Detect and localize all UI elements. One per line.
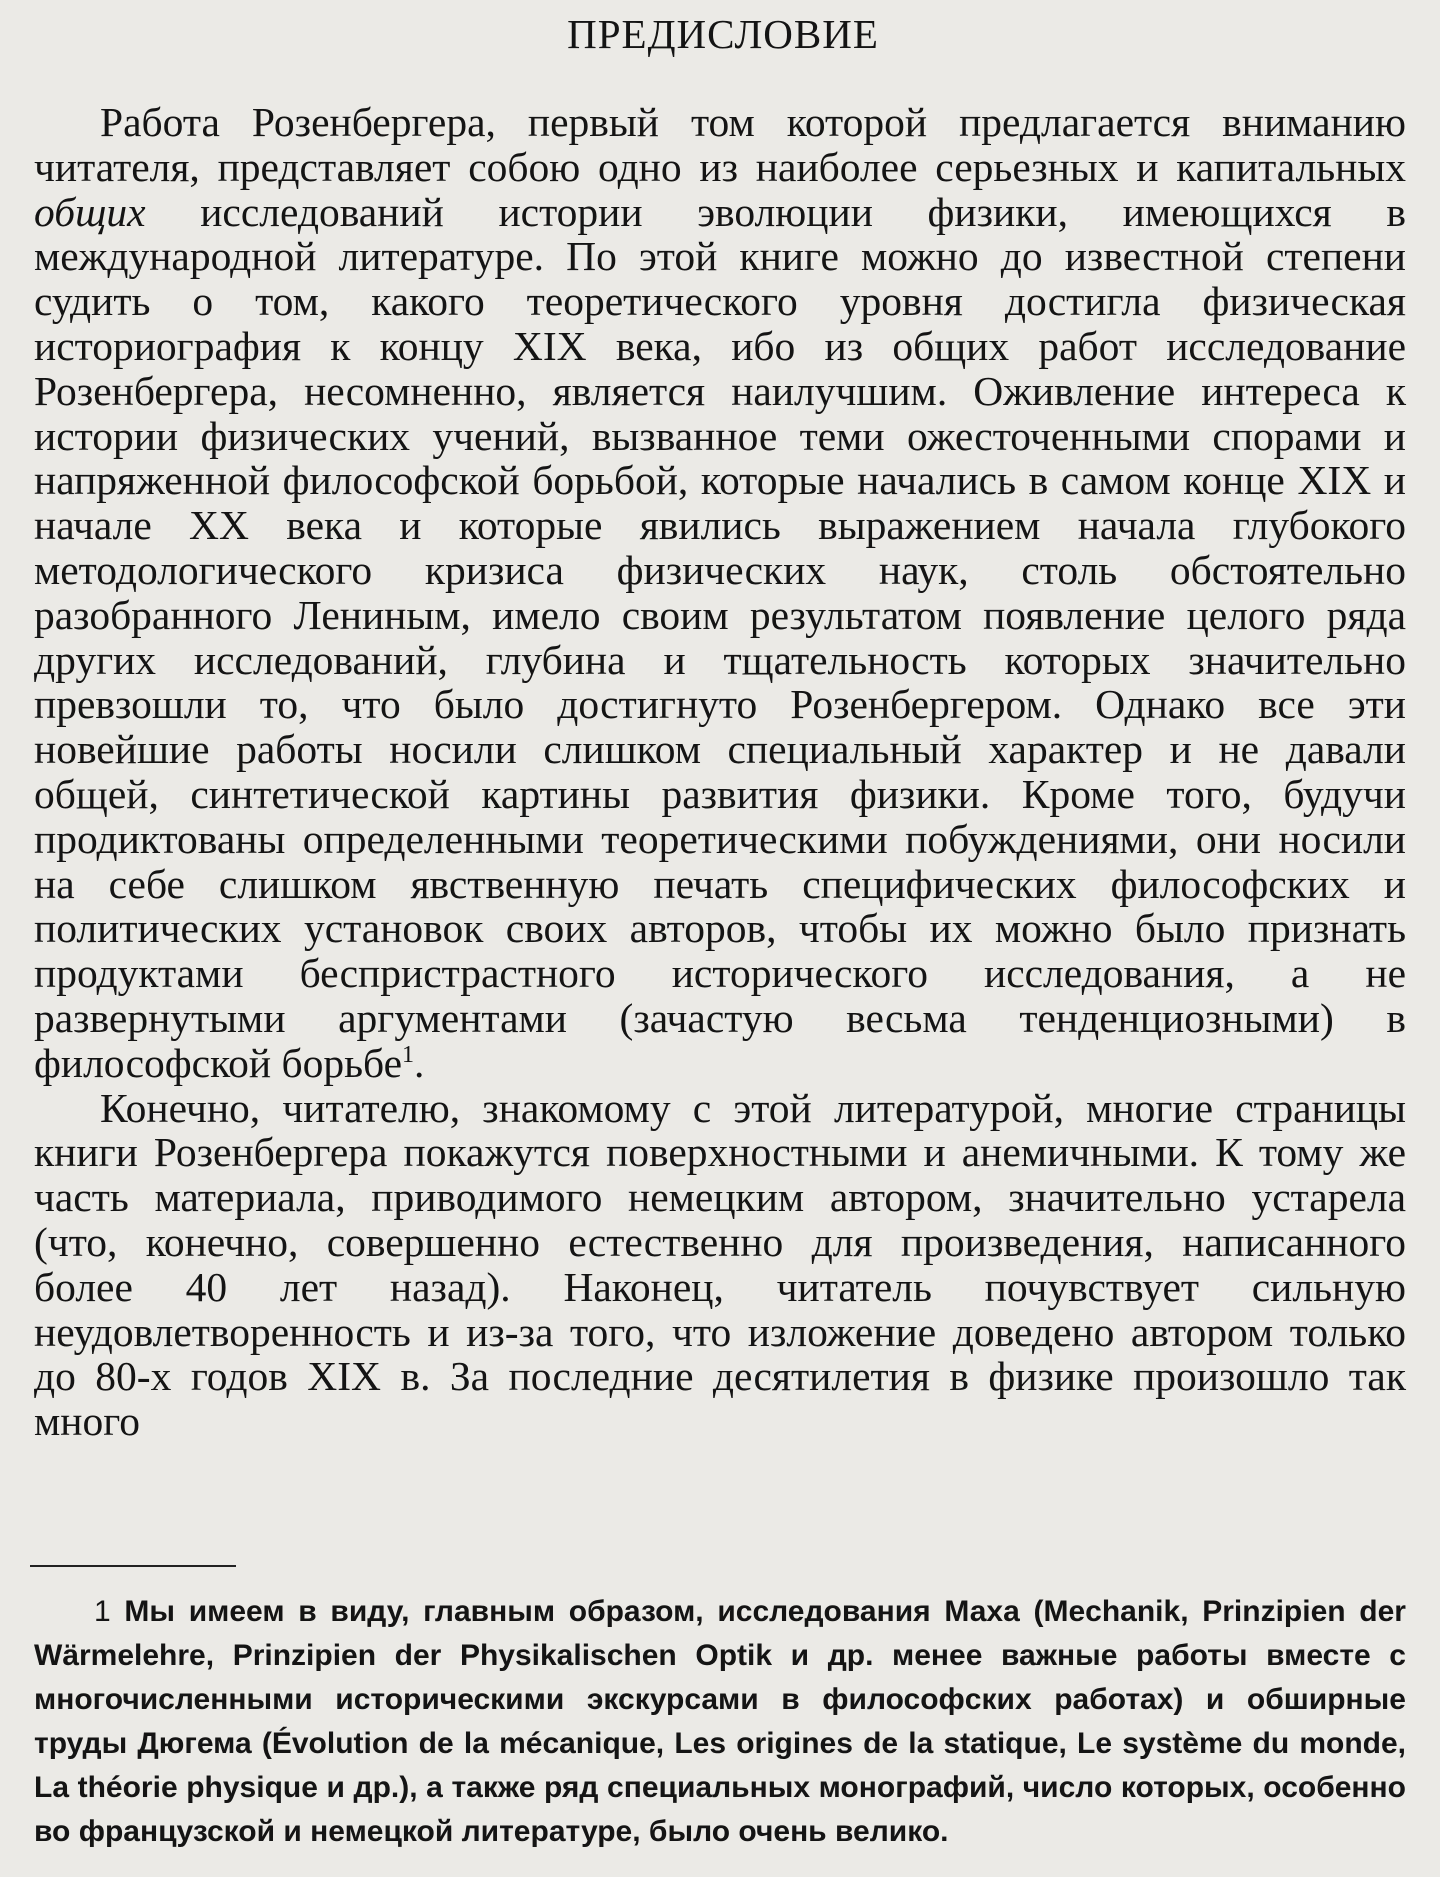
paragraph-2: Конечно, читателю, знакомому с этой литературой, многие страницы книги Розенбергера покажутся поверхностными и анемичными. К тому же часть материала, приводимого немецким автором, значительно устарела (что, конечно, совершенно естественно для произведения, написанного более 40 лет назад). Наконец, читатель почувствует сильную неудовлетворенность и из-за того, что изложение доведено автором только до 80-х годов XIX в. За последние десятилетия в физике произошло так много [34, 1084, 1406, 1445]
paragraph-1-end: . [414, 1039, 425, 1086]
page-title: ПРЕДИСЛОВИЕ [567, 11, 879, 57]
footnote-reference: 1 [402, 1041, 414, 1068]
paragraph-1 [34, 100, 1406, 1086]
footnote-text: Мы имеем в виду, главным образом, исследования Маха (Mechanik, Prinzipien der Wärmelehre, Prinzipien der Physikalischen Optik и др. менее важные работы вместе с многочисленными историческими экскурсами в философских работах) и обширные труды Дюгема (Évolution de la mécanique, Les origines de la statique, Le système du monde, La théorie physique и др.), а также ряд специальных монографий, число которых, особенно во французской и немецкой литературе, было очень велико. [34, 1595, 1406, 1848]
paragraph-1-text-rest: исследований истории эволюции физики, имеющихся в международной литературе. По этой книге можно до известной степени судить о том, какого теоретического уровня достигла физическая историография к концу XIX века, ибо из общих работ исследование Розенбергера, несомненно, является наилучшим. Оживление интереса к истории физических учений, вызванное теми ожесточенными спорами и напряженной философской борьбой, которые начались в самом конце XIX и начале XX века и которые явились выражением начала глубокого методологического кризиса физических наук, столь обстоятельно разобранного Лениным, имело своим результатом появление целого ряда других исследований, глубина и тщательность которых значительно превзошли то, что было достигнуто Розенбергером. Однако все эти новейшие работы носили слишком специальный характер и не давали общей, синтетической картины развития физики. Кроме того, будучи продиктованы определенными теоретическими побуждениями, они носили на себе слишком явственную печать специфических философских и политических установок своих авторов, чтобы их можно было признать продуктами беспристрастного исторического исследования, а не развернутыми аргументами (зачастую весьма тенденциозными) в философской борьбе [34, 188, 1406, 1086]
paragraph-1-italic-word: общих [34, 188, 146, 235]
footnote-divider [30, 1565, 236, 1567]
footnote [34, 1590, 1406, 1854]
paragraph-1-text-start: Работа Розенбергера, первый том которой предлагается вниманию читателя, представляет собою одно из наиболее серьезных и капитальных [34, 99, 1406, 190]
footnote-mark: 1 [94, 1595, 111, 1628]
main-text [34, 100, 1406, 1444]
